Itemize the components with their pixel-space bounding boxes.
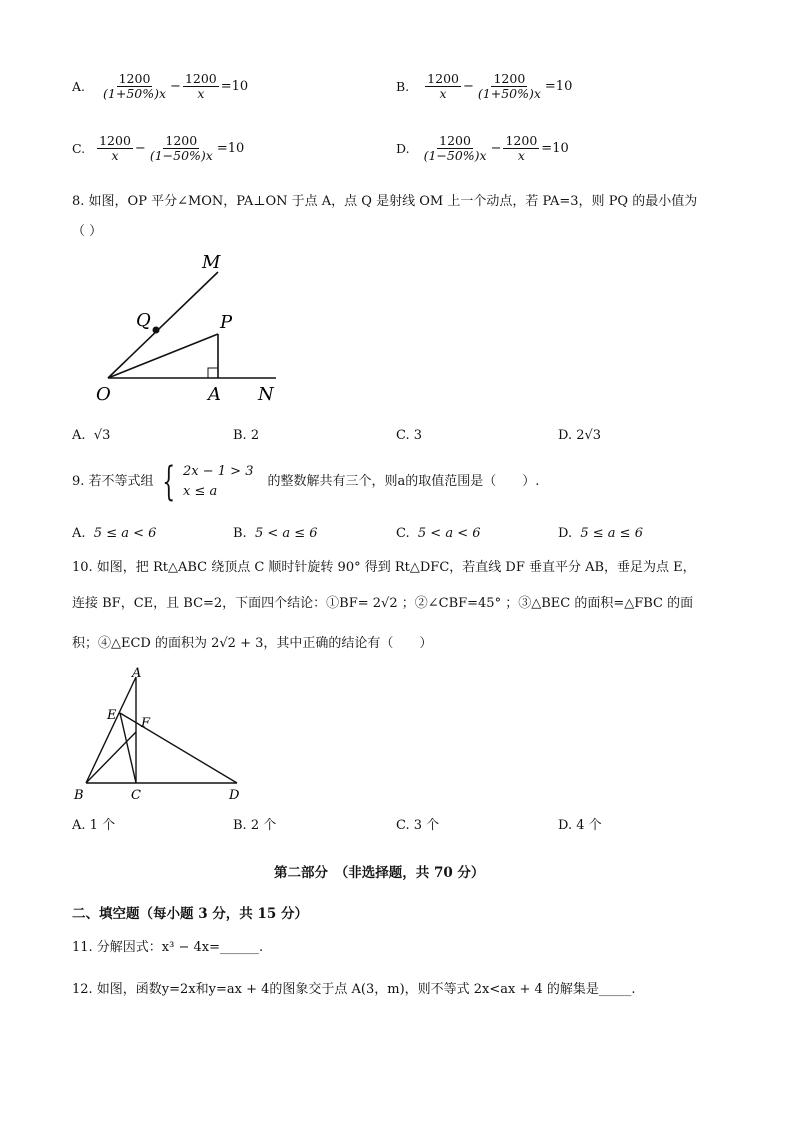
- label-n: N: [258, 384, 274, 405]
- option-value: 5 < a ≤ 6: [254, 526, 318, 541]
- denominator: x: [111, 148, 119, 164]
- segment-ed: [120, 713, 237, 783]
- option-label: A.: [72, 79, 86, 95]
- q10-line2: 连接 BF，CE，且 BC=2，下面四个结论：①BF= 2√2 ；②∠CBF=45° ；③△BEC 的面积=△FBC 的面: [72, 596, 694, 611]
- q10-option-c: [396, 818, 439, 834]
- q10-line1: 10. 如图，把 Rt△ABC 绕顶点 C 顺时针旋转 90° 得到 Rt△DFC，若直线 DF 垂直平分 AB，垂足为点 E，: [72, 560, 696, 575]
- label-a: A: [132, 666, 142, 681]
- rhs: =10: [216, 141, 245, 157]
- option-value: 4 个: [576, 818, 602, 833]
- q7-option-b: [396, 72, 572, 102]
- option-label: A.: [72, 818, 86, 833]
- q10-option-a: [72, 818, 115, 834]
- q11-text: 11. 分解因式：x³ − 4x=______.: [72, 940, 264, 955]
- operator: −: [170, 79, 181, 95]
- operator: −: [490, 141, 502, 157]
- q8-option-c: [396, 428, 422, 444]
- numerator: 1200: [184, 71, 217, 86]
- ray-om: [108, 272, 218, 378]
- option-value: √3: [93, 428, 111, 443]
- option-label: C.: [396, 818, 410, 833]
- q9-option-d: [558, 526, 643, 542]
- rhs: =10: [541, 141, 569, 157]
- option-value: 3: [413, 428, 423, 443]
- rhs: =10: [544, 79, 573, 95]
- denominator: x: [517, 148, 525, 164]
- denominator: (1+50%)x: [103, 86, 167, 102]
- brace: {: [161, 459, 175, 506]
- section-title: 第二部分 （非选择题，共 70 分）: [274, 865, 485, 881]
- point-q: [153, 327, 160, 334]
- denominator: (1−50%)x: [149, 148, 213, 164]
- option-value: 5 ≤ a < 6: [93, 526, 157, 541]
- option-label: B.: [233, 818, 247, 833]
- option-label: C.: [396, 428, 410, 443]
- denominator: x: [197, 86, 205, 102]
- q8-figure: [90, 250, 290, 410]
- label-o: O: [96, 384, 111, 405]
- numerator: 1200: [493, 71, 526, 86]
- option-value: 5 < a < 6: [417, 526, 481, 541]
- q7-option-a: [72, 72, 248, 102]
- q12-text: 12. 如图，函数y=2x和y=ax + 4的图象交于点 A(3，m)，则不等式 2x<ax + 4 的解集是_____.: [72, 982, 636, 997]
- label-d: D: [229, 788, 240, 803]
- right-angle-mark: [208, 368, 218, 378]
- q9-question: [72, 459, 540, 506]
- fraction-1: [425, 72, 461, 102]
- option-value: 3 个: [413, 818, 440, 833]
- rhs: =10: [220, 79, 249, 95]
- label-b: B: [74, 788, 84, 803]
- inequality-system: [183, 462, 253, 502]
- label-f: F: [141, 716, 151, 731]
- option-label: B.: [233, 526, 247, 541]
- operator: −: [462, 79, 474, 95]
- section-subtitle: 二、填空题（每小题 3 分，共 15 分）: [72, 906, 308, 922]
- numerator: 1200: [99, 133, 131, 148]
- fraction-2: [503, 134, 539, 164]
- q9-option-a: [72, 526, 156, 542]
- numerator: 1200: [118, 71, 151, 86]
- denominator: x: [439, 86, 447, 102]
- fraction-1: [422, 134, 489, 164]
- q8-text-line2: （ ）: [72, 224, 103, 239]
- q9-prefix: 9. 若不等式组: [72, 474, 154, 490]
- fraction-2: [476, 72, 543, 102]
- operator: −: [134, 141, 146, 157]
- q7-option-d: [396, 134, 569, 164]
- label-m: M: [202, 252, 221, 273]
- fraction-1: [101, 72, 168, 102]
- fraction-1: [97, 134, 133, 164]
- inequality-2: x ≤ a: [183, 484, 218, 500]
- numerator: 1200: [165, 133, 198, 148]
- q9-option-c: [396, 526, 481, 542]
- label-q: Q: [136, 310, 151, 331]
- q8-text-line1: 8. 如图，OP 平分∠MON，PA⊥ON 于点 A，点 Q 是射线 OM 上一个动点，若 PA=3，则 PQ 的最小值为: [72, 194, 698, 209]
- numerator: 1200: [505, 133, 538, 148]
- q10-option-b: [233, 818, 276, 834]
- option-value: 5 ≤ a ≤ 6: [580, 526, 643, 541]
- q7-option-c: [72, 134, 244, 164]
- option-value: 2: [250, 428, 260, 443]
- q9-option-b: [233, 526, 318, 542]
- q9-suffix: 的整数解共有三个，则a的取值范围是（ ）.: [267, 474, 540, 490]
- option-label: B.: [396, 79, 410, 95]
- label-a: A: [208, 384, 221, 405]
- q10-figure: [70, 665, 250, 805]
- q10-option-d: [558, 818, 602, 834]
- option-label: D.: [558, 428, 573, 443]
- option-label: A.: [72, 428, 86, 443]
- q8-option-b: [233, 428, 259, 444]
- option-value: 1 个: [89, 818, 116, 833]
- option-label: A.: [72, 526, 86, 541]
- fraction-2: [183, 72, 219, 102]
- segment-ec: [120, 713, 136, 783]
- numerator: 1200: [427, 71, 459, 86]
- option-label: C.: [72, 141, 86, 157]
- segment-bf: [86, 732, 136, 783]
- option-value: 2 个: [250, 818, 277, 833]
- denominator: (1−50%)x: [423, 148, 487, 164]
- label-p: P: [220, 312, 233, 333]
- label-c: C: [131, 788, 141, 803]
- inequality-1: 2x − 1 > 3: [183, 464, 254, 479]
- option-label: D.: [396, 141, 410, 157]
- q8-option-a: [72, 428, 110, 444]
- option-label: B.: [233, 428, 247, 443]
- denominator: (1+50%)x: [477, 86, 541, 102]
- q8-option-d: [558, 428, 601, 444]
- label-e: E: [107, 708, 117, 723]
- q10-line3: 积；④△ECD 的面积为 2√2 + 3，其中正确的结论有（ ）: [72, 636, 433, 651]
- option-label: C.: [396, 526, 410, 541]
- option-label: D.: [558, 818, 573, 833]
- numerator: 1200: [439, 133, 471, 148]
- option-label: D.: [558, 526, 573, 541]
- segment-op: [108, 334, 218, 378]
- option-value: 2√3: [576, 428, 602, 443]
- segment-ab: [86, 677, 136, 783]
- fraction-2: [148, 134, 215, 164]
